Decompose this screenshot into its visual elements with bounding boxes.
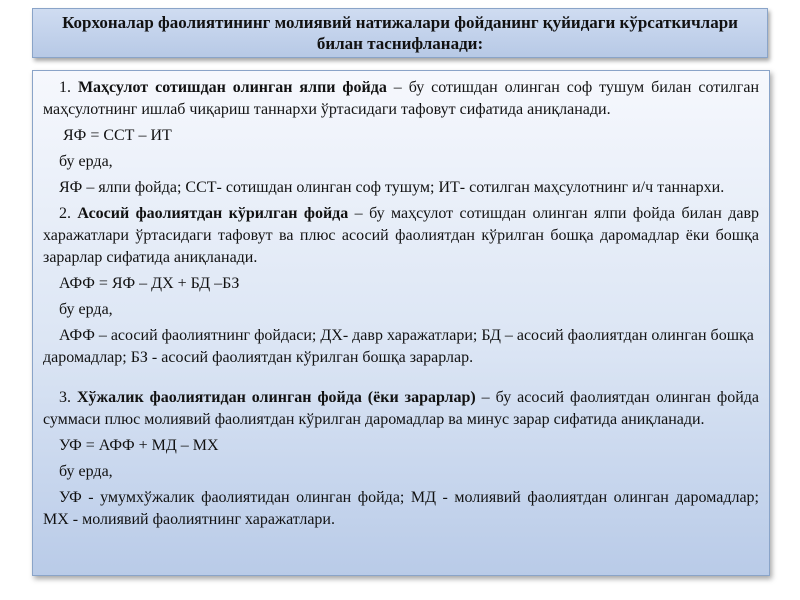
- section-2-term: Асосий фаолиятдан кўрилган фойда: [77, 205, 349, 222]
- section-2-number: 2.: [59, 205, 71, 222]
- slide-title-box: [32, 8, 768, 58]
- section-2-legend: АФФ – асосий фаолиятнинг фойдаси; ДХ- давр харажатлари; БД – асосий фаолиятдан олинган бошқа даромадлар; БЗ - асосий фаолиятдан кўрилган бошқа зарарлар.: [43, 327, 754, 366]
- section-3-text: – бу асосий фаолиятдан олинган фойда суммаси плюс молиявий фаолиятдан кўрилган даромадлар ва минус зарар сифатида аниқланади.: [43, 389, 759, 428]
- section-2-where: бу ерда,: [59, 301, 113, 318]
- section-3-definition: [43, 387, 759, 431]
- section-1-where: бу ерда,: [59, 153, 113, 170]
- content-panel: [32, 70, 770, 576]
- section-1-legend: ЯФ – ялпи фойда; ССТ- сотишдан олинган соф тушум; ИТ- сотилган маҳсулотнинг и/ч таннархи.: [59, 179, 725, 196]
- section-1-number: 1.: [59, 79, 71, 96]
- section-1-definition: [43, 77, 759, 121]
- section-1-formula: ЯФ = ССТ – ИТ: [63, 127, 172, 144]
- section-2-definition: [43, 203, 759, 269]
- section-3-number: 3.: [59, 389, 71, 406]
- section-3-legend: УФ - умумхўжалик фаолиятидан олинган фойда; МД - молиявий фаолиятдан олинган даромадлар; МХ - молиявий фаолиятнинг харажатлари.: [43, 489, 759, 528]
- section-3-where: бу ерда,: [59, 463, 113, 480]
- section-3-formula: УФ = АФФ + МД – МХ: [59, 437, 219, 454]
- slide-title: Корхоналар фаолиятининг молиявий натижалари фойданинг қуйидаги кўрсаткичлари билан таснифланади:: [62, 13, 738, 53]
- section-2-formula: АФФ = ЯФ – ДХ + БД –БЗ: [59, 275, 240, 292]
- section-1-term: Маҳсулот сотишдан олинган ялпи фойда: [77, 79, 387, 96]
- section-3-term: Хўжалик фаолиятидан олинган фойда (ёки зарарлар): [76, 389, 476, 406]
- section-1-text: – бу сотишдан олинган соф тушум билан сотилган маҳсулотнинг ишлаб чиқариш таннархи ўртасидаги тафовут сифатида аниқланади.: [43, 79, 760, 118]
- section-2-text: – бу маҳсулот сотишдан олинган ялпи фойда билан давр харажатлари ўртасидаги тафовут ва плюс асосий фаолиятдан кўрилган бошқа даромадлар ёки бошқа зарарлар сифатида аниқланади.: [43, 205, 760, 266]
